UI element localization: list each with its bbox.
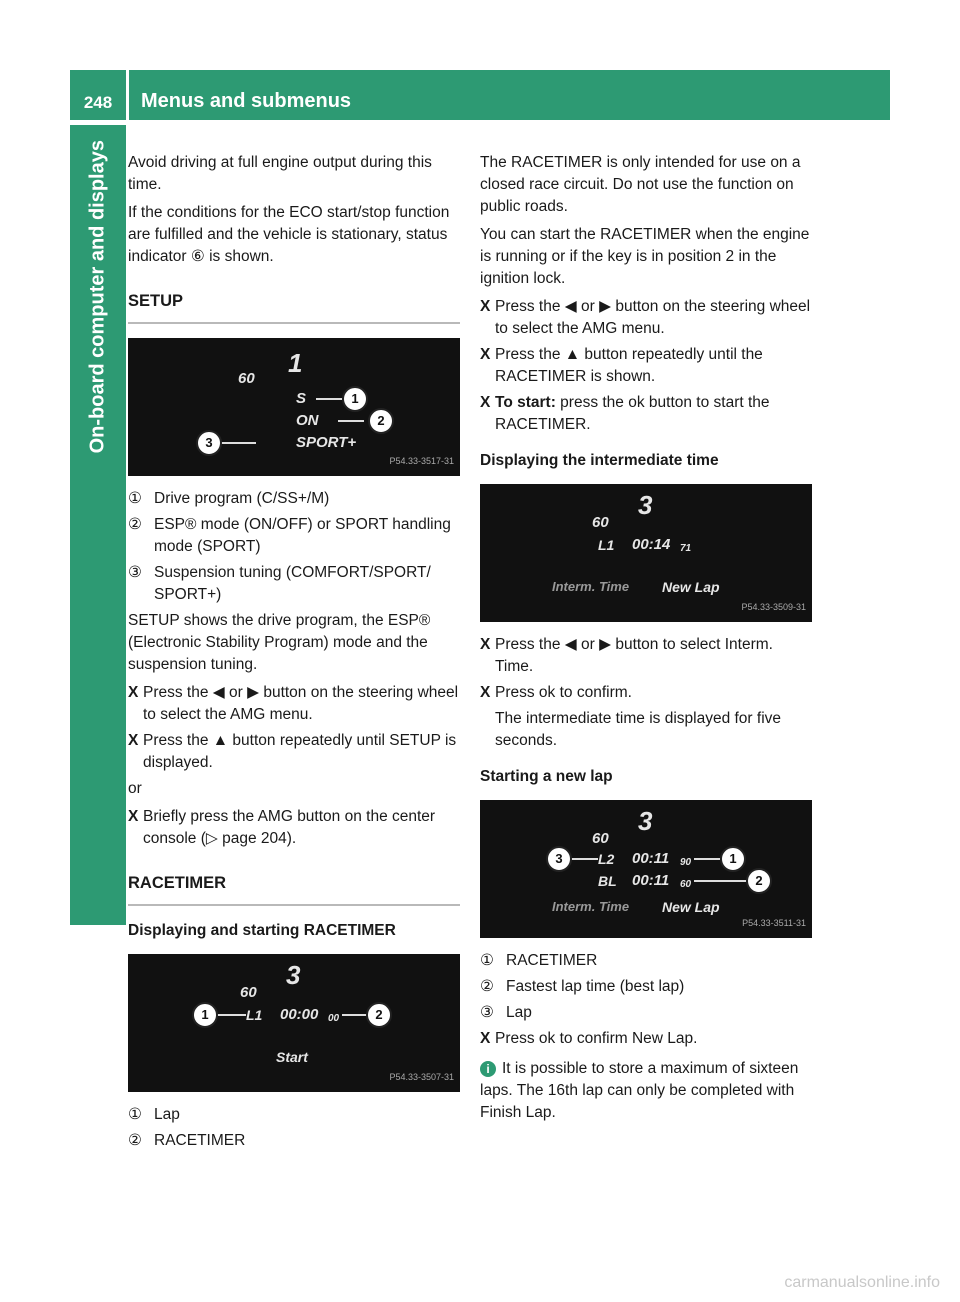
time: 00:14 — [632, 536, 671, 553]
info-note: i It is possible to store a maximum of sixteen laps. The 16th lap can only be completed with Finish Lap. — [480, 1060, 799, 1121]
option-interm: Interm. Time — [552, 579, 630, 594]
callout-2: 2 — [366, 1002, 392, 1028]
racetimer-start-image — [128, 954, 460, 1092]
callout-1: 1 — [720, 846, 746, 872]
newlap-display-image — [480, 800, 812, 938]
time-fraction: 71 — [680, 543, 692, 554]
step: X Press the ◀ or ▶ button on the steering wheel to select the AMG menu. — [128, 684, 459, 723]
callout-3: 3 — [196, 430, 222, 456]
heading-racetimer: RACETIMER — [128, 872, 460, 906]
list-item: ① Lap — [128, 1106, 180, 1123]
list-item: ① Drive program (C/SS+/M) — [128, 490, 330, 507]
paragraph: If the conditions for the ECO start/stop function are fulfilled and the vehicle is stationary, status indicator ⑥ is shown. — [128, 204, 450, 265]
list-item: ③ Lap — [480, 1004, 532, 1021]
option-interm: Interm. Time — [552, 899, 630, 914]
time-fraction: 00 — [328, 1013, 340, 1024]
paragraph: SETUP shows the drive program, the ESP® (Electronic Stability Program) mode and the suspension tuning. — [128, 612, 431, 673]
heading-displaying: Displaying and starting RACETIMER — [128, 922, 396, 939]
image-code: P54.33-3511-31 — [742, 918, 806, 928]
time-fraction: 90 — [680, 857, 692, 868]
paragraph: You can start the RACETIMER when the engine is running or if the key is in position 2 in the ignition lock. — [480, 226, 810, 287]
step: X Press the ◀ or ▶ button to select Interm. Time. — [480, 636, 773, 675]
step: X Briefly press the AMG button on the center console (▷ page 204). — [128, 808, 436, 847]
paragraph: Avoid driving at full engine output during this time. — [128, 154, 432, 193]
info-icon: i — [480, 1061, 496, 1077]
step: X Press the ▲ button repeatedly until SETUP is displayed. — [128, 732, 457, 771]
time: 00:11 — [632, 850, 670, 867]
or-text: or — [128, 780, 142, 797]
heading-setup: SETUP — [128, 290, 460, 324]
esp-mode: ON — [296, 412, 319, 429]
start-label: Start — [276, 1049, 308, 1065]
suspension: SPORT+ — [296, 434, 357, 451]
speed: 60 — [240, 984, 257, 1001]
speed: 60 — [238, 370, 255, 387]
heading-newlap: Starting a new lap — [480, 768, 613, 785]
paragraph: The RACETIMER is only intended for use on a closed race circuit. Do not use the function on public roads. — [480, 154, 801, 215]
step: X Press ok to confirm New Lap. — [480, 1030, 698, 1047]
side-tab-label: On-board computer and displays — [86, 140, 109, 454]
callout-2: 2 — [746, 868, 772, 894]
heading-intermediate: Displaying the intermediate time — [480, 452, 719, 469]
drive-program: S — [296, 390, 307, 407]
step: X Press the ◀ or ▶ button on the steering wheel to select the AMG menu. — [480, 298, 811, 337]
list-item: ③ Suspension tuning (COMFORT/SPORT/ SPORT+) — [128, 564, 431, 603]
page-number: 248 — [70, 70, 126, 120]
intermediate-display-image — [480, 484, 812, 622]
step: X Press ok to confirm. — [480, 684, 632, 701]
paragraph: The intermediate time is displayed for five seconds. — [495, 710, 782, 749]
callout-1: 1 — [342, 386, 368, 412]
gear: 1 — [288, 348, 303, 378]
gear: 3 — [286, 960, 301, 990]
list-item: ② Fastest lap time (best lap) — [480, 978, 685, 995]
step: X Press the ▲ button repeatedly until the RACETIMER is shown. — [480, 346, 763, 385]
best-time: 00:11 — [632, 872, 670, 889]
best-time-fraction: 60 — [680, 879, 692, 890]
best-lap: BL — [598, 873, 617, 889]
image-code: P54.33-3517-31 — [389, 456, 454, 466]
lap: L2 — [598, 851, 615, 867]
speed: 60 — [592, 830, 609, 847]
speed: 60 — [592, 514, 609, 531]
option-newlap: New Lap — [662, 899, 720, 915]
lap: L1 — [246, 1007, 263, 1023]
list-item: ② RACETIMER — [128, 1132, 246, 1149]
image-code: P54.33-3507-31 — [389, 1072, 454, 1082]
image-code: P54.33-3509-31 — [741, 602, 806, 612]
footer-watermark: carmanualsonline.info — [784, 1274, 940, 1291]
gear: 3 — [638, 490, 653, 520]
setup-display-image — [128, 338, 460, 476]
option-newlap: New Lap — [662, 579, 720, 595]
gear: 3 — [638, 806, 653, 836]
callout-1: 1 — [192, 1002, 218, 1028]
list-item: ① RACETIMER — [480, 952, 598, 969]
left-column — [128, 152, 460, 1156]
callout-2: 2 — [368, 408, 394, 434]
lap: L1 — [598, 537, 615, 553]
callout-3: 3 — [546, 846, 572, 872]
list-item: ② ESP® mode (ON/OFF) or SPORT handling mode (SPORT) — [128, 516, 451, 555]
section-title: Menus and submenus — [129, 70, 890, 120]
time: 00:00 — [280, 1006, 319, 1023]
right-column — [480, 152, 812, 1130]
step: X To start: press the ok button to start the RACETIMER. — [480, 394, 770, 433]
